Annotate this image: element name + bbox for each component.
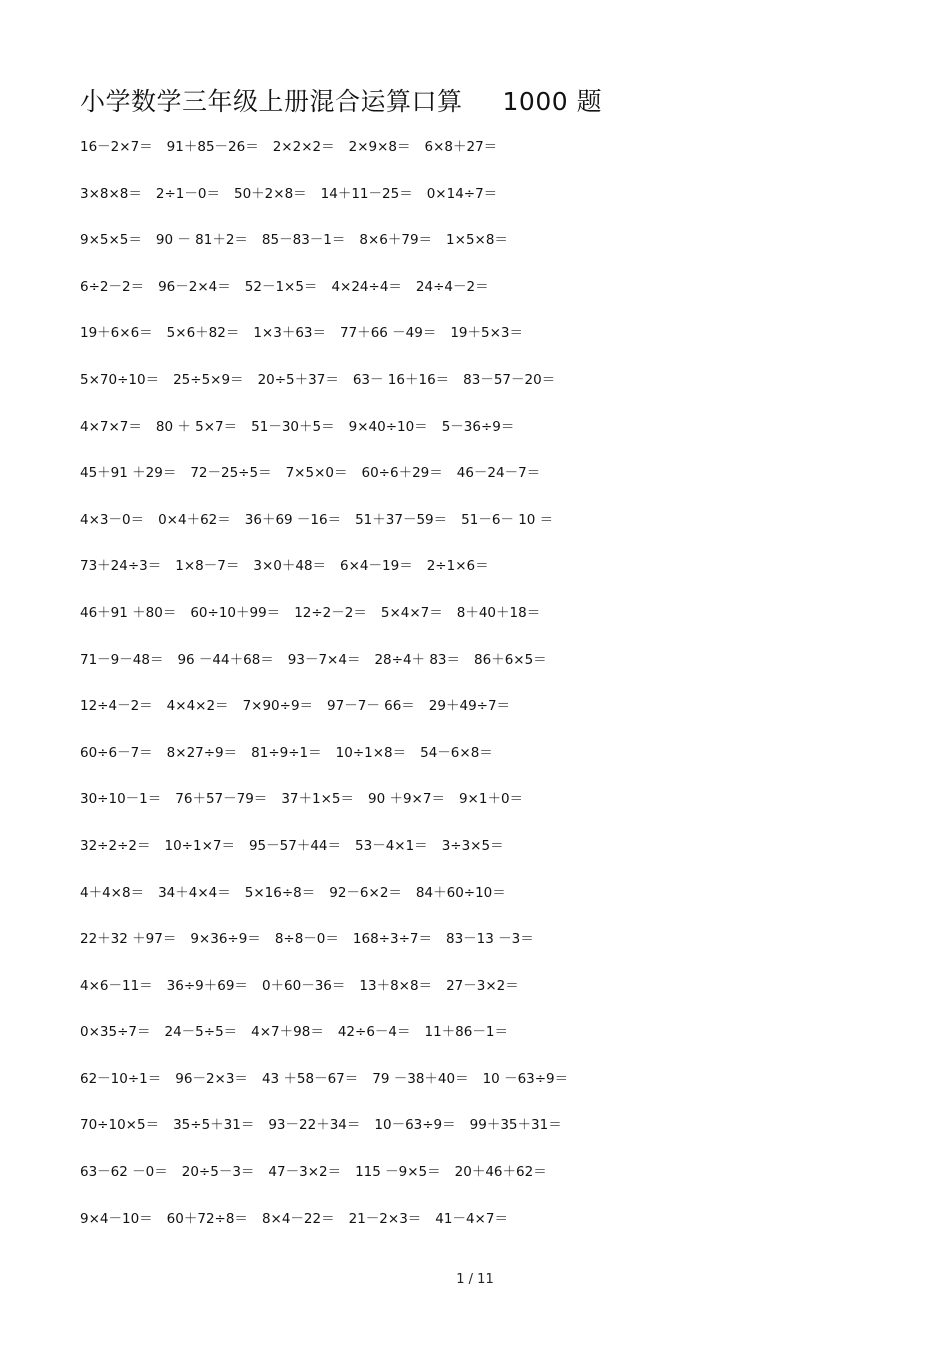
problem-row	[80, 277, 900, 324]
problem-row	[80, 556, 900, 603]
math-problem: 29＋49÷7＝	[428, 698, 511, 715]
problem-row	[80, 510, 900, 557]
problem-row	[80, 836, 900, 883]
math-problem: 8×4－22＝	[261, 1210, 335, 1227]
math-problem: 1×8－7＝	[175, 558, 240, 575]
problem-row	[80, 323, 900, 370]
title-count: 1000 题	[502, 87, 603, 116]
math-problem: 5－36÷9＝	[441, 418, 515, 435]
math-problem: 6÷2－2＝	[80, 278, 145, 295]
problem-row	[80, 603, 900, 650]
math-problem: 24－5÷5＝	[164, 1024, 238, 1041]
math-problem: 12÷2－2＝	[294, 604, 367, 621]
math-problem: 91＋85－26＝	[166, 139, 259, 155]
math-problem: 51＋37－59＝	[355, 511, 448, 528]
math-problem: 3×0＋48＝	[253, 558, 327, 575]
math-problem: 2×9×8＝	[348, 139, 411, 155]
math-problem: 9×1＋0＝	[458, 791, 524, 808]
math-problem: 60÷10＋99＝	[190, 604, 281, 621]
math-problem: 10÷1×7＝	[164, 837, 235, 854]
math-problem: 1×5×8＝	[446, 232, 508, 249]
problem-row	[80, 370, 900, 417]
problem-row	[80, 417, 900, 464]
problem-row	[80, 650, 900, 697]
math-problem: 47－3×2＝	[268, 1164, 342, 1181]
math-problem: 19＋6×6＝	[80, 325, 153, 342]
math-problem: 10÷1×8＝	[335, 744, 407, 761]
math-problem: 14＋11－25＝	[320, 185, 413, 202]
math-problem: 51－6－ 10 ＝	[461, 511, 554, 528]
math-problem: 27－3×2＝	[446, 977, 519, 994]
title-main: 小学数学三年级上册混合运算口算	[80, 87, 463, 116]
math-problem: 5×16÷8＝	[244, 884, 316, 901]
math-problem: 90 ＋9×7＝	[367, 791, 445, 808]
math-problem: 6×4－19＝	[340, 558, 413, 575]
math-problem: 9×36÷9＝	[190, 931, 261, 948]
problem-row	[80, 743, 900, 790]
math-problem: 28÷4＋ 83＝	[374, 651, 461, 668]
math-problem: 25÷5×9＝	[173, 371, 244, 388]
math-problem: 83－57－20＝	[463, 371, 556, 388]
math-problem: 11＋86－1＝	[424, 1024, 508, 1041]
math-problem: 76＋57－79＝	[175, 791, 268, 808]
math-problem: 70÷10×5＝	[80, 1117, 160, 1134]
page-title	[80, 82, 602, 118]
math-problem: 4×3－0＝	[80, 511, 145, 528]
math-problem: 9×40÷10＝	[348, 418, 428, 435]
math-problem: 8×6＋79＝	[359, 232, 433, 249]
problem-row	[80, 1069, 900, 1116]
math-problem: 79 －38＋40＝	[372, 1070, 469, 1087]
math-problem: 20＋46＋62＝	[454, 1164, 547, 1181]
math-problem: 93－7×4＝	[287, 651, 361, 668]
math-problem: 0×4＋62＝	[158, 511, 231, 528]
math-problem: 5×4×7＝	[380, 604, 443, 621]
math-problem: 73＋24÷3＝	[80, 558, 162, 575]
math-problem: 9×5×5＝	[80, 232, 142, 249]
problem-row	[80, 1115, 900, 1162]
math-problem: 60÷6－7＝	[80, 744, 153, 761]
math-problem: 0＋60－36＝	[261, 977, 346, 994]
math-problem: 7×90÷9＝	[242, 698, 314, 715]
math-problem: 30÷10－1＝	[80, 791, 162, 808]
math-problem: 60＋72÷8＝	[166, 1210, 248, 1227]
math-problem: 3÷3×5＝	[441, 837, 504, 854]
page-number: 1 / 11	[456, 1272, 494, 1287]
math-problem: 115 －9×5＝	[355, 1164, 441, 1181]
math-problem: 93－22＋34＝	[268, 1117, 361, 1134]
math-problem: 51－30＋5＝	[251, 418, 335, 435]
problem-row	[80, 463, 900, 510]
math-problem: 96－2×3＝	[175, 1070, 248, 1087]
math-problem: 34＋4×4＝	[158, 884, 231, 901]
math-problem: 4×6－11＝	[80, 977, 153, 994]
math-problem: 1×3＋63＝	[253, 325, 327, 342]
math-problem: 8＋40＋18＝	[456, 604, 541, 621]
math-problem: 60÷6＋29＝	[361, 465, 443, 482]
math-problem: 20÷5＋37＝	[257, 371, 339, 388]
math-problem: 96 －44＋68＝	[177, 651, 274, 668]
problem-row	[80, 184, 900, 231]
math-problem: 13＋8×8＝	[359, 977, 433, 994]
math-problem: 4×7＋98＝	[251, 1024, 324, 1041]
problem-row	[80, 1022, 900, 1069]
math-problem: 3×8×8＝	[80, 185, 142, 202]
math-problem: 2÷1－0＝	[155, 185, 220, 202]
math-problem: 32÷2÷2＝	[80, 837, 151, 854]
math-problem: 63－62 －0＝	[80, 1164, 168, 1181]
problem-row	[80, 929, 900, 976]
math-problem: 96－2×4＝	[158, 278, 231, 295]
problem-row	[80, 883, 900, 930]
math-problem: 2÷1×6＝	[426, 558, 489, 575]
problem-list	[80, 137, 900, 1255]
math-problem: 0×14÷7＝	[426, 185, 498, 202]
problem-row	[80, 976, 900, 1023]
math-problem: 52－1×5＝	[244, 278, 318, 295]
problem-row	[80, 1162, 900, 1209]
math-problem: 35÷5＋31＝	[173, 1117, 255, 1134]
math-problem: 42÷6－4＝	[337, 1024, 411, 1041]
math-problem: 95－57＋44＝	[248, 837, 342, 854]
problem-row	[80, 230, 900, 277]
math-problem: 5×6＋82＝	[166, 325, 240, 342]
math-problem: 36＋69 －16＝	[244, 511, 342, 528]
problem-row	[80, 696, 900, 743]
math-problem: 2×2×2＝	[272, 139, 335, 155]
math-problem: 86＋6×5＝	[474, 651, 547, 668]
math-problem: 20÷5－3＝	[181, 1164, 255, 1181]
math-problem: 168÷3÷7＝	[352, 931, 432, 948]
math-problem: 81÷9÷1＝	[251, 744, 322, 761]
problem-row	[80, 789, 900, 836]
math-problem: 4×7×7＝	[80, 418, 142, 435]
math-problem: 37＋1×5＝	[281, 791, 354, 808]
math-problem: 8÷8－0＝	[274, 931, 339, 948]
math-problem: 50＋2×8＝	[233, 185, 307, 202]
math-problem: 7×5×0＝	[285, 465, 348, 482]
math-problem: 83－13 －3＝	[445, 931, 534, 948]
math-problem: 0×35÷7＝	[80, 1024, 151, 1041]
math-problem: 77＋66 －49＝	[340, 325, 437, 342]
problem-row	[80, 137, 900, 184]
math-problem: 22＋32 ＋97＝	[80, 931, 177, 948]
math-problem: 46－24－7＝	[456, 465, 541, 482]
math-problem: 19＋5×3＝	[450, 325, 524, 342]
math-problem: 43 ＋58－67＝	[261, 1070, 359, 1087]
math-problem: 97－7－ 66＝	[327, 698, 415, 715]
math-problem: 54－6×8＝	[420, 744, 493, 761]
math-problem: 10－63÷9＝	[374, 1117, 456, 1134]
math-problem: 45＋91 ＋29＝	[80, 465, 177, 482]
math-problem: 4×24÷4＝	[331, 278, 402, 295]
math-problem: 84＋60÷10＝	[415, 884, 506, 901]
math-problem: 12÷4－2＝	[80, 698, 153, 715]
math-problem: 92－6×2＝	[329, 884, 402, 901]
math-problem: 4＋4×8＝	[80, 884, 145, 901]
math-problem: 90 － 81＋2＝	[155, 232, 248, 249]
math-problem: 80 ＋ 5×7＝	[155, 418, 238, 435]
math-problem: 62－10÷1＝	[80, 1070, 162, 1087]
math-problem: 5×70÷10＝	[80, 371, 160, 388]
math-problem: 8×27÷9＝	[166, 744, 238, 761]
math-problem: 53－4×1＝	[355, 837, 428, 854]
math-problem: 9×4－10＝	[80, 1210, 153, 1227]
problem-row	[80, 1209, 900, 1256]
math-problem: 24÷4－2＝	[415, 278, 489, 295]
math-problem: 99＋35＋31＝	[469, 1117, 562, 1134]
math-problem: 63－ 16＋16＝	[352, 371, 450, 388]
math-problem: 71－9－48＝	[80, 651, 164, 668]
math-problem: 41－4×7＝	[435, 1210, 508, 1227]
math-problem: 85－83－1＝	[261, 232, 346, 249]
math-problem: 36÷9＋69＝	[166, 977, 248, 994]
math-problem: 46＋91 ＋80＝	[80, 604, 177, 621]
math-problem: 6×8＋27＝	[424, 139, 498, 155]
math-problem: 21－2×3＝	[348, 1210, 422, 1227]
math-problem: 10 －63÷9＝	[482, 1070, 569, 1087]
math-problem: 72－25÷5＝	[190, 465, 272, 482]
math-problem: 16－2×7＝	[80, 139, 153, 155]
math-problem: 4×4×2＝	[166, 698, 229, 715]
